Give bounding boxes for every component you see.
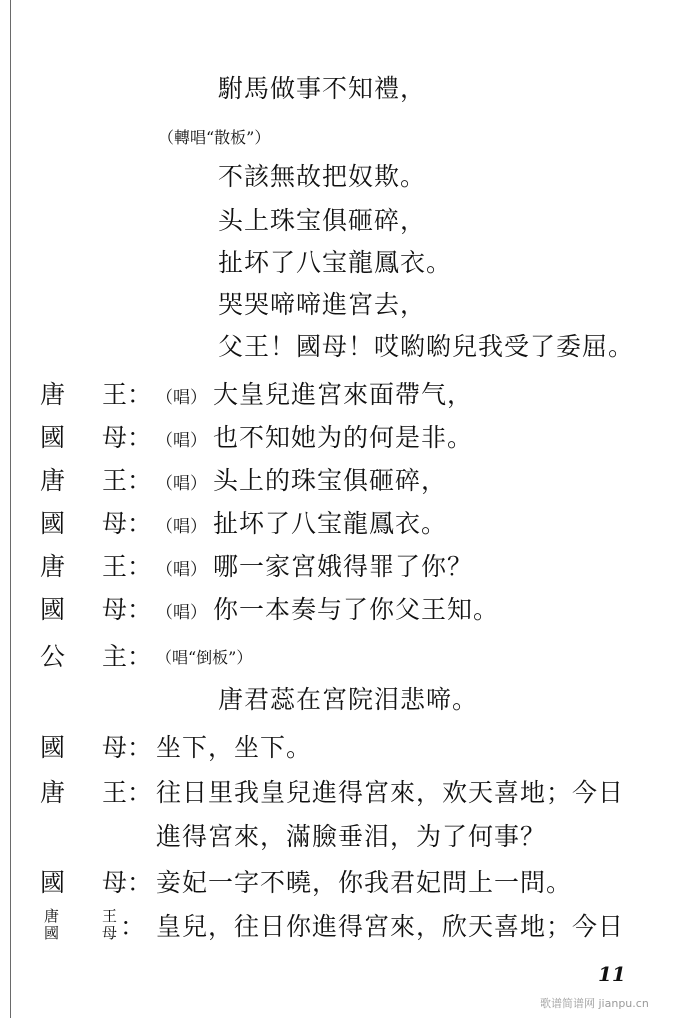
verse-line-4: 扯坏了八宝龍鳳衣。 [218,248,453,277]
princess-verse: 唐君蕊在宮院泪悲啼。 [218,685,479,714]
dialogue-line: （唱） 你一本奏与了你父王知。 [156,595,500,624]
joint-speaker-left: 唐 國 [44,907,60,942]
dialogue-line: （唱） 大皇兒進宮來面帶气， [156,380,474,409]
verse-line-2: 不該無故把奴欺。 [218,162,427,191]
dialogue-line: （唱） 头上的珠宝俱砸碎， [156,466,448,495]
verse-line-5: 哭哭啼啼進宮去， [218,290,427,319]
spoken-line: 坐下，坐下。 [156,733,313,762]
watermark-text: 歌谱简谱网 jianpu.cn [540,997,649,1010]
page-border-line [10,0,11,1018]
stage-note-daoban: （唱“倒板”） [156,648,253,667]
verse-line-3: 头上珠宝俱砸碎， [218,206,427,235]
dialogue-line: （唱） 哪一家宮娥得罪了你？ [156,552,474,581]
spoken-line-joint: 皇兒，往日你進得宮來，欣天喜地；今日 [156,912,625,941]
stage-note-sanban: （轉唱“散板”） [158,128,271,147]
verse-line-6: 父王！國母！哎喲喲兒我受了委屈。 [218,332,635,361]
dialogue-line: （唱） 也不知她为的何是非。 [156,423,474,452]
joint-speaker-right: 王 母 [102,907,118,942]
dialogue-line: （唱） 扯坏了八宝龍鳳衣。 [156,509,448,538]
joint-colon: ： [120,912,147,941]
verse-line-1: 駙馬做事不知禮， [218,74,427,103]
spoken-line-continued: 進得宮來，滿臉垂泪，为了何事？ [156,822,547,851]
page-number: 11 [598,962,626,986]
spoken-line: 往日里我皇兒進得宮來，欢天喜地；今日 [156,778,625,807]
spoken-line: 妾妃一字不曉，你我君妃問上一問。 [156,868,573,897]
